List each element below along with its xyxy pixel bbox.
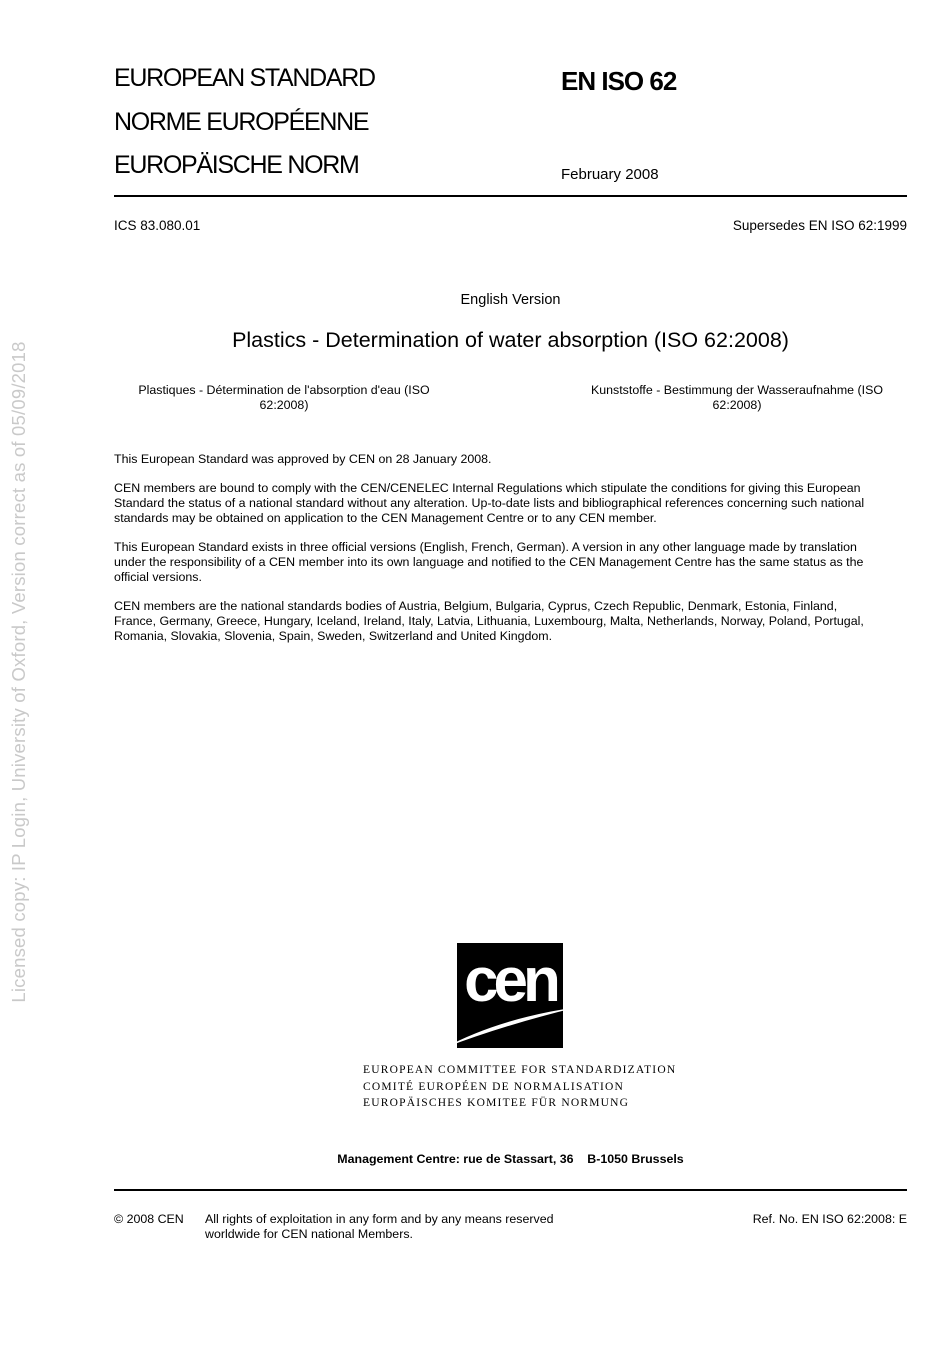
document-title: Plastics - Determination of water absorption (ISO 62:2008) xyxy=(232,328,789,352)
cen-logo xyxy=(440,943,580,1053)
header-rule xyxy=(114,195,907,197)
body-paragraphs xyxy=(114,452,914,658)
reference-number: Ref. No. EN ISO 62:2008: E xyxy=(752,1212,907,1226)
supersedes-note: Supersedes EN ISO 62:1999 xyxy=(732,218,907,233)
cen-committee-names: EUROPEAN COMMITTEE FOR STANDARDIZATION COMITÉ EUROPÉEN DE NORMALISATION EUROPÄISCHES KOMITEE FÜR NORMUNG xyxy=(363,1064,677,1109)
footer-rule xyxy=(114,1189,907,1191)
ics-code: ICS 83.080.01 xyxy=(114,218,201,233)
standard-number: EN ISO 62 xyxy=(561,66,677,96)
paragraph-approval: This European Standard was approved by CEN on 28 January 2008. xyxy=(114,452,492,466)
copyright: © 2008 CEN xyxy=(114,1212,184,1226)
version-label: English Version xyxy=(460,292,561,308)
rights-statement: All rights of exploitation in any form and by any means reserved worldwide for CEN national Members. xyxy=(205,1212,554,1241)
title-german: EUROPÄISCHE NORM xyxy=(114,151,359,179)
paragraph-versions: This European Standard exists in three official versions (English, French, German). A version in any other language made by translation under the responsibility of a CEN member into its own language and notified to the CEN Management Centre has the same status as the official versions. xyxy=(114,540,864,584)
title-french: NORME EUROPÉENNE xyxy=(114,108,369,136)
publication-date: February 2008 xyxy=(561,166,659,183)
title-german-subtitle: Kunststoffe - Bestimmung der Wasseraufnahme (ISO 62:2008) xyxy=(591,383,883,412)
title-french-subtitle: Plastiques - Détermination de l'absorption d'eau (ISO 62:2008) xyxy=(138,383,430,412)
management-centre: Management Centre: rue de Stassart, 36 B-1050 Brussels xyxy=(337,1152,684,1166)
paragraph-members: CEN members are the national standards bodies of Austria, Belgium, Bulgaria, Cyprus, Czech Republic, Denmark, Estonia, Finland, France, Germany, Greece, Hungary, Iceland, Ireland, Italy, Latvia, Lithuania, Luxembourg, Malta, Netherlands, Norway, Poland, Portugal, Romania, Slovakia, Slovenia, Spain, Sweden, Switzerland and United Kingdom. xyxy=(114,599,864,643)
title-english: EUROPEAN STANDARD xyxy=(114,64,375,92)
svg-text:cen: cen xyxy=(464,946,556,1015)
license-watermark: Licensed copy: IP Login, University of Oxford, Version correct as of 05/09/2018 xyxy=(8,341,29,1003)
paragraph-compliance: CEN members are bound to comply with the CEN/CENELEC Internal Regulations which stipulate the conditions for giving this European Standard the status of a national standard without any alteration. Up-to-date lists and bibliographical references concerning such national standards may be obtained on application to the CEN Management Centre or to any CEN member. xyxy=(114,481,865,525)
